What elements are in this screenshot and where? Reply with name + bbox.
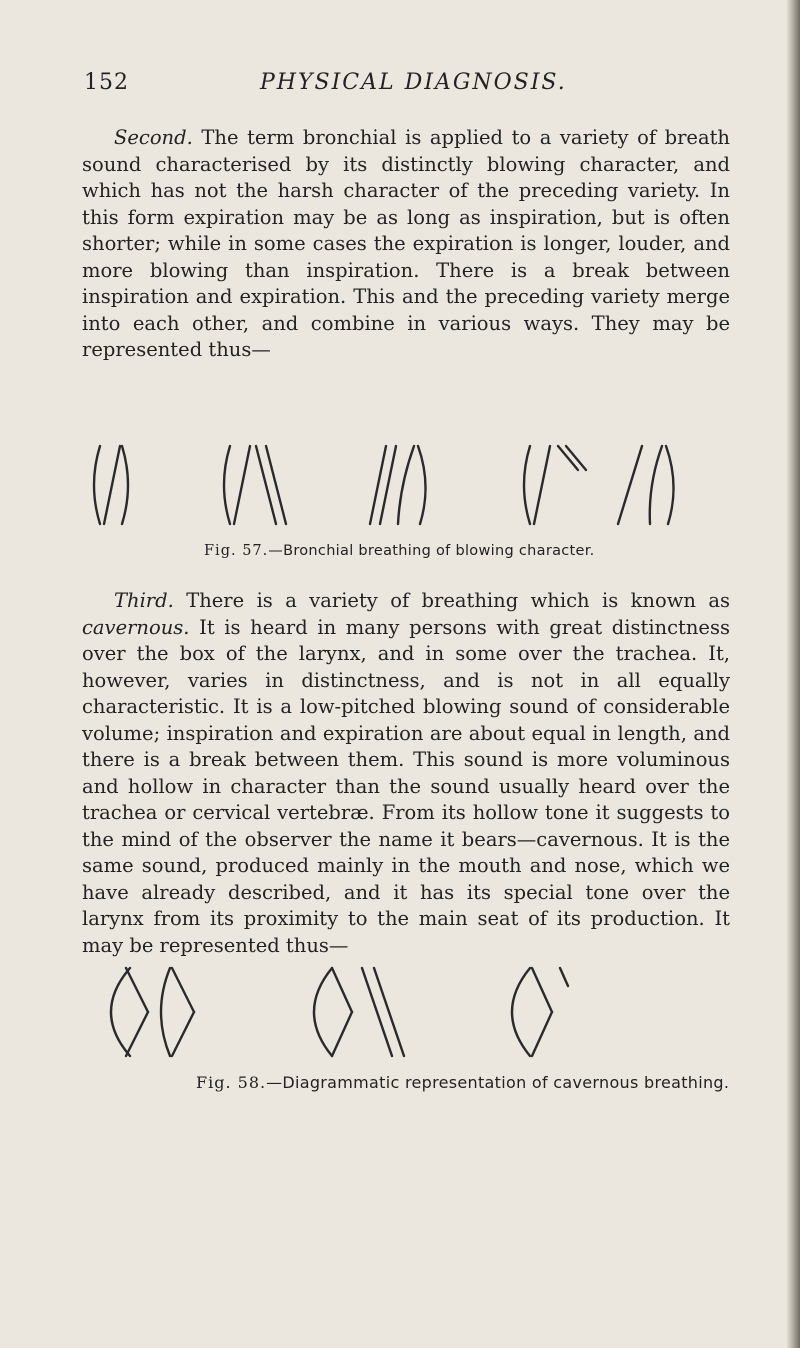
cavernous-group-3 (512, 968, 568, 1056)
expiration-stroke (362, 968, 392, 1056)
breath-group-2 (224, 446, 286, 524)
inspiration-stroke (332, 968, 352, 1012)
expiration-curve (418, 446, 426, 524)
inspiration-stroke (126, 1012, 148, 1056)
expiration-stroke (172, 1012, 194, 1056)
expiration-stroke (172, 968, 194, 1012)
figure-label: Fig. 58. (196, 1073, 267, 1092)
inspiration-stroke (532, 968, 552, 1012)
expiration-stroke (266, 446, 286, 524)
expiration-stroke (374, 968, 404, 1056)
expiration-curve (666, 446, 674, 524)
expiration-stroke (534, 446, 550, 524)
paragraph-third (82, 588, 730, 959)
expiration-stroke (560, 968, 568, 986)
figure-caption-text: —Diagrammatic representation of cavernous breathing. (266, 1073, 730, 1092)
paragraph-text: There is a variety of breathing which is known as (173, 589, 730, 612)
inspiration-curve (94, 446, 100, 524)
inspiration-curve (512, 968, 530, 1056)
page-number: 152 (84, 70, 129, 95)
inspiration-stroke (332, 1012, 352, 1056)
inspiration-stroke (532, 1012, 552, 1056)
inspiration-stroke (618, 446, 642, 524)
expiration-stroke (234, 446, 250, 524)
paragraph-lead: Second. (114, 126, 193, 149)
paragraph-second (82, 125, 730, 364)
cavernous-group-1 (111, 968, 194, 1056)
paragraph-text: The term bronchial is applied to a variety of breath sound characterised by its distinctly blowing character, and which has not the harsh character of the preceding variety. In this form expiration may be as long as inspiration, but is often shorter; while in some cases the expiration is longer, louder, and more blowing than inspiration. There is a break between inspiration and expiration. This and the preceding variety merge into each other, and combine in various ways. They may be represented thus— (82, 126, 730, 361)
figure-57-diagram (82, 440, 730, 530)
figure-58-caption (196, 1073, 729, 1092)
paragraph-text: It is heard in many persons with great distinctness over the box of the larynx, and in some over the trachea. It, however, varies in distinctness, and is not in all equally characteristic. It is a low-pitched blowing sound of considerable volume; inspiration and expiration are about equal in length, and there is a break between them. This sound is more voluminous and hollow in character than the sound usually heard over the trachea or cervical vertebræ. From its hollow tone it suggests to the mind of the observer the name it bears—cavernous. It is the same sound, produced mainly in the mouth and nose, which we have already described, and it has its special tone over the larynx from its proximity to the main seat of its production. It may be represented thus— (82, 615, 730, 957)
breath-group-3 (370, 446, 426, 524)
page-header (84, 64, 724, 104)
expiration-curve (650, 446, 662, 524)
expiration-curve (122, 446, 128, 524)
inspiration-curve (111, 968, 130, 1056)
page-edge (786, 0, 800, 1348)
figure-57-caption (204, 543, 595, 559)
inspiration-curve (224, 446, 230, 524)
inspiration-curve (314, 968, 332, 1056)
inspiration-stroke (126, 968, 148, 1012)
breath-group-4 (524, 446, 586, 524)
expiration-curve (398, 446, 414, 524)
paragraph-lead: Third. (114, 589, 174, 612)
figure-label: Fig. 57. (204, 543, 269, 559)
expiration-stroke (256, 446, 276, 524)
expiration-curve (161, 968, 170, 1056)
paragraph-emphasis: cavernous. (82, 615, 190, 639)
cavernous-group-2 (314, 968, 404, 1056)
inspiration-curve (524, 446, 530, 524)
breath-group-1 (94, 446, 128, 524)
figure-58-diagram (82, 962, 730, 1062)
figure-caption-text: —Bronchial breathing of blowing character. (268, 543, 595, 559)
breath-group-5 (618, 446, 674, 524)
running-title: PHYSICAL DIAGNOSIS. (260, 70, 567, 95)
expiration-stroke (104, 446, 120, 524)
